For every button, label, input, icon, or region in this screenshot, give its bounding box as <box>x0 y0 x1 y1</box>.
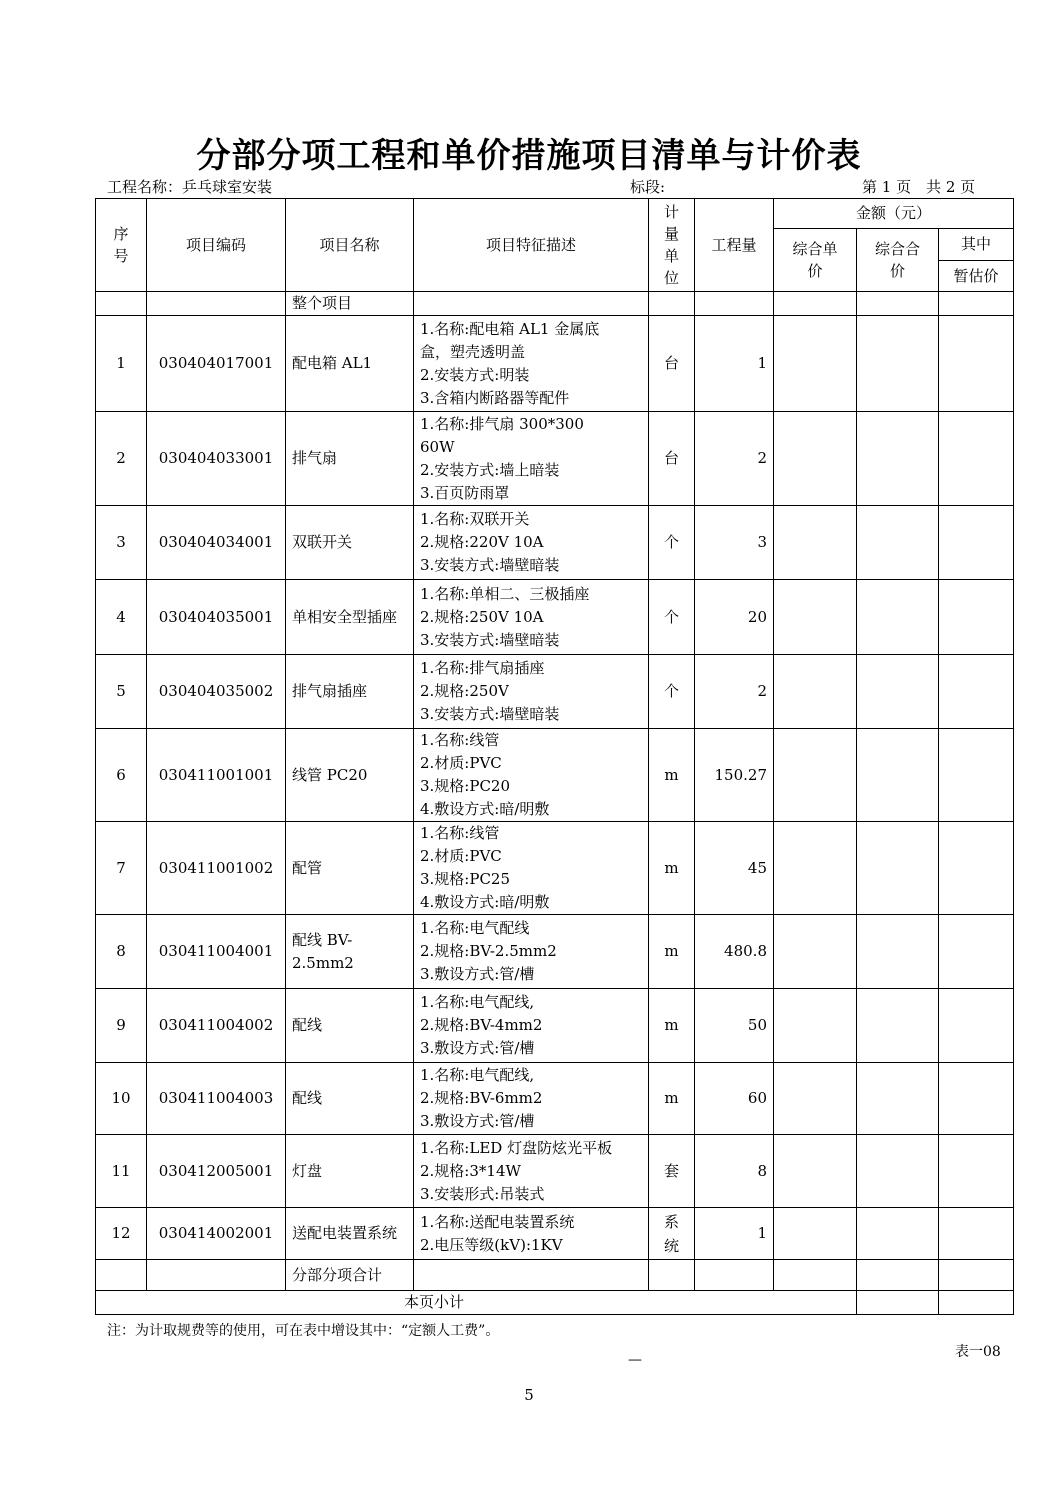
unit-of-measure: m <box>649 729 695 822</box>
description-line: 盒，塑壳透明盖 <box>420 342 526 361</box>
form-number: 表一08 <box>955 1344 1001 1360</box>
empty-cell <box>147 1260 286 1291</box>
total-price-cell <box>857 1135 939 1208</box>
unit-of-measure: 套 <box>649 1135 695 1208</box>
subtotal-row <box>96 1260 1014 1291</box>
row-number: 7 <box>96 822 147 915</box>
unit-price-cell <box>774 729 857 822</box>
description-line: 1.名称:双联开关 <box>420 510 530 528</box>
item-name: 单相安全型插座 <box>286 580 414 655</box>
description-line: 2.规格:250V <box>420 682 509 700</box>
table-row <box>96 1135 1014 1208</box>
unit-price-cell <box>774 1208 857 1260</box>
description-line: 3.安装方式:墙壁暗装 <box>420 630 560 649</box>
provisional-cell <box>939 1208 1014 1260</box>
table-row <box>96 412 1014 506</box>
item-name: 线管 PC20 <box>286 729 414 822</box>
unit-price-cell <box>774 1135 857 1208</box>
bill-table <box>95 198 1014 1315</box>
description-line: 2.规格:BV-6mm2 <box>420 1089 543 1107</box>
item-description <box>414 506 649 580</box>
quantity: 2 <box>695 655 774 729</box>
row-number: 1 <box>96 316 147 412</box>
row-number: 8 <box>96 915 147 989</box>
unit-of-measure: m <box>649 989 695 1063</box>
provisional-cell <box>939 989 1014 1063</box>
header-unit: 计量单位 <box>649 199 695 292</box>
description-line: 1.名称:电气配线 <box>420 919 530 937</box>
item-code: 030411004001 <box>147 915 286 989</box>
quantity: 3 <box>695 506 774 580</box>
unit-of-measure: 系统 <box>649 1208 695 1260</box>
total-price-cell <box>857 915 939 989</box>
description-line: 2.电压等级(kV):1KV <box>420 1235 563 1254</box>
item-name: 配线 <box>286 1063 414 1135</box>
description-line: 1.名称:配电箱 AL1 金属底 <box>420 319 600 338</box>
table-row <box>96 1063 1014 1135</box>
description-line: 3.规格:PC25 <box>420 870 511 888</box>
page-indicator: 第 1 页 共 2 页 <box>862 178 976 196</box>
quantity: 50 <box>695 989 774 1063</box>
table-row <box>96 655 1014 729</box>
unit-of-measure: 台 <box>649 412 695 506</box>
item-description <box>414 316 649 412</box>
section-label: 标段: <box>630 178 666 196</box>
description-line: 1.名称:排气扇 300*300 <box>420 414 584 433</box>
description-line: 3.敷设方式:管/槽 <box>420 1039 535 1057</box>
header-qty: 工程量 <box>695 199 774 292</box>
description-line: 1.名称:线管 <box>420 824 500 842</box>
description-line: 2.规格:3*14W <box>420 1161 521 1180</box>
item-name: 配线 <box>286 989 414 1063</box>
item-name: 配电箱 AL1 <box>286 316 414 412</box>
description-line: 2.材质:PVC <box>420 847 502 865</box>
total-price-cell <box>857 1208 939 1260</box>
total-price-cell <box>857 1063 939 1135</box>
table-row <box>96 1208 1014 1260</box>
provisional-cell <box>939 655 1014 729</box>
item-description <box>414 1063 649 1135</box>
description-line: 3.敷设方式:管/槽 <box>420 965 535 983</box>
item-code: 030411001002 <box>147 822 286 915</box>
empty-cell <box>649 1260 695 1291</box>
item-name: 灯盘 <box>286 1135 414 1208</box>
unit-price-cell <box>774 655 857 729</box>
unit-of-measure: m <box>649 1063 695 1135</box>
total-price-cell <box>857 316 939 412</box>
description-line: 3.百页防雨罩 <box>420 483 510 502</box>
item-name: 排气扇插座 <box>286 655 414 729</box>
quantity: 1 <box>695 316 774 412</box>
header-total-price: 综合合价 <box>857 229 939 292</box>
item-code: 030412005001 <box>147 1135 286 1208</box>
row-number: 3 <box>96 506 147 580</box>
quantity: 150.27 <box>695 729 774 822</box>
total-price-cell <box>857 412 939 506</box>
row-number: 5 <box>96 655 147 729</box>
unit-of-measure: 个 <box>649 506 695 580</box>
provisional-cell <box>939 316 1014 412</box>
item-name: 送配电装置系统 <box>286 1208 414 1260</box>
footnote: 注：为计取规费等的使用，可在表中增设其中：“定额人工费”。 <box>107 1323 500 1339</box>
row-number: 10 <box>96 1063 147 1135</box>
unit-price-cell <box>774 316 857 412</box>
row-number: 2 <box>96 412 147 506</box>
unit-of-measure: m <box>649 915 695 989</box>
item-name: 排气扇 <box>286 412 414 506</box>
description-line: 1.名称:电气配线, <box>420 1066 535 1084</box>
unit-price-cell <box>774 1063 857 1135</box>
description-line: 3.安装方式:墙壁暗装 <box>420 705 560 723</box>
total-price-cell <box>857 506 939 580</box>
page-subtotal-label: 本页小计 <box>96 1291 857 1315</box>
description-line: 1.名称:线管 <box>420 731 500 749</box>
total-price-cell <box>857 822 939 915</box>
unit-price-cell <box>774 506 857 580</box>
provisional-cell <box>939 729 1014 822</box>
description-line: 4.敷设方式:暗/明敷 <box>420 800 550 818</box>
header-of-which: 其中 <box>939 229 1014 261</box>
empty-cell <box>414 1260 649 1291</box>
description-line: 2.规格:250V 10A <box>420 607 544 626</box>
table-row <box>96 316 1014 412</box>
unit-price-cell <box>774 989 857 1063</box>
total-price-cell <box>857 729 939 822</box>
table-row <box>96 729 1014 822</box>
quantity: 20 <box>695 580 774 655</box>
empty-cell <box>857 1291 939 1315</box>
item-code: 030404017001 <box>147 316 286 412</box>
description-line: 3.含箱内断路器等配件 <box>420 388 570 407</box>
unit-of-measure: 个 <box>649 655 695 729</box>
row-number: 4 <box>96 580 147 655</box>
item-name: 双联开关 <box>286 506 414 580</box>
empty-cell <box>695 1260 774 1291</box>
item-code: 030411004003 <box>147 1063 286 1135</box>
description-line: 2.规格:BV-4mm2 <box>420 1016 543 1034</box>
page-title: 分部分项工程和单价措施项目清单与计价表 <box>196 136 862 176</box>
description-line: 1.名称:电气配线, <box>420 993 535 1011</box>
header-code: 项目编码 <box>147 199 286 292</box>
description-line: 2.安装方式:明装 <box>420 365 530 384</box>
description-line: 60W <box>420 437 455 456</box>
provisional-cell <box>939 506 1014 580</box>
unit-price-cell <box>774 915 857 989</box>
item-name: 配线 BV-2.5mm2 <box>286 915 414 989</box>
item-description <box>414 729 649 822</box>
item-code: 030414002001 <box>147 1208 286 1260</box>
unit-price-cell <box>774 580 857 655</box>
description-line: 2.安装方式:墙上暗装 <box>420 460 560 479</box>
item-code: 030404034001 <box>147 506 286 580</box>
quantity: 60 <box>695 1063 774 1135</box>
item-name: 配管 <box>286 822 414 915</box>
empty-cell <box>96 1260 147 1291</box>
item-code: 030404033001 <box>147 412 286 506</box>
quantity: 480.8 <box>695 915 774 989</box>
provisional-cell <box>939 580 1014 655</box>
provisional-cell <box>939 915 1014 989</box>
item-description <box>414 822 649 915</box>
unit-of-measure: 个 <box>649 580 695 655</box>
item-description <box>414 1135 649 1208</box>
total-price-cell <box>857 580 939 655</box>
subtotal-label: 分部分项合计 <box>286 1260 414 1291</box>
row-number: 6 <box>96 729 147 822</box>
description-line: 3.规格:PC20 <box>420 777 511 795</box>
page-number: 5 <box>524 1386 534 1404</box>
row-number: 12 <box>96 1208 147 1260</box>
total-price-cell <box>857 655 939 729</box>
table-row <box>96 506 1014 580</box>
empty-cell <box>939 1291 1014 1315</box>
description-line: 1.名称:单相二、三极插座 <box>420 584 590 603</box>
quantity: 1 <box>695 1208 774 1260</box>
row-number: 9 <box>96 989 147 1063</box>
item-description <box>414 1208 649 1260</box>
item-description <box>414 580 649 655</box>
table-row <box>96 915 1014 989</box>
item-description <box>414 915 649 989</box>
header-seq: 序号 <box>96 199 147 292</box>
item-code: 030411001001 <box>147 729 286 822</box>
header-provisional: 暂估价 <box>939 261 1014 292</box>
page-subtotal-row <box>96 1291 1014 1315</box>
description-line: 4.敷设方式:暗/明敷 <box>420 893 550 911</box>
description-line: 3.敷设方式:管/槽 <box>420 1112 535 1130</box>
description-line: 2.规格:220V 10A <box>420 533 544 551</box>
description-line: 1.名称:送配电装置系统 <box>420 1212 575 1231</box>
dash-mark: — <box>628 1352 642 1368</box>
quantity: 8 <box>695 1135 774 1208</box>
description-line: 1.名称:排气扇插座 <box>420 659 545 677</box>
unit-of-measure: 台 <box>649 316 695 412</box>
quantity: 45 <box>695 822 774 915</box>
project-name: 工程名称：乒乓球室安装 <box>107 178 273 196</box>
item-description <box>414 412 649 506</box>
total-price-cell <box>857 989 939 1063</box>
quantity: 2 <box>695 412 774 506</box>
header-desc: 项目特征描述 <box>414 199 649 292</box>
header-name: 项目名称 <box>286 199 414 292</box>
empty-cell <box>774 1260 857 1291</box>
provisional-cell <box>939 1063 1014 1135</box>
empty-cell <box>939 1260 1014 1291</box>
table-row <box>96 580 1014 655</box>
description-line: 1.名称:LED 灯盘防炫光平板 <box>420 1138 613 1157</box>
description-line: 2.材质:PVC <box>420 754 502 772</box>
header-unit-price: 综合单价 <box>774 229 857 292</box>
group-label: 整个项目 <box>286 292 414 316</box>
table-row <box>96 989 1014 1063</box>
item-description <box>414 989 649 1063</box>
group-row <box>96 292 1014 316</box>
provisional-cell <box>939 1135 1014 1208</box>
description-line: 2.规格:BV-2.5mm2 <box>420 942 557 960</box>
description-line: 3.安装形式:吊装式 <box>420 1184 545 1203</box>
table-row <box>96 822 1014 915</box>
item-description <box>414 655 649 729</box>
item-code: 030404035001 <box>147 580 286 655</box>
header-amount: 金额（元） <box>774 199 1014 229</box>
description-line: 3.安装方式:墙壁暗装 <box>420 556 560 574</box>
item-code: 030411004002 <box>147 989 286 1063</box>
unit-of-measure: m <box>649 822 695 915</box>
provisional-cell <box>939 822 1014 915</box>
unit-price-cell <box>774 412 857 506</box>
row-number: 11 <box>96 1135 147 1208</box>
unit-price-cell <box>774 822 857 915</box>
item-code: 030404035002 <box>147 655 286 729</box>
provisional-cell <box>939 412 1014 506</box>
empty-cell <box>857 1260 939 1291</box>
